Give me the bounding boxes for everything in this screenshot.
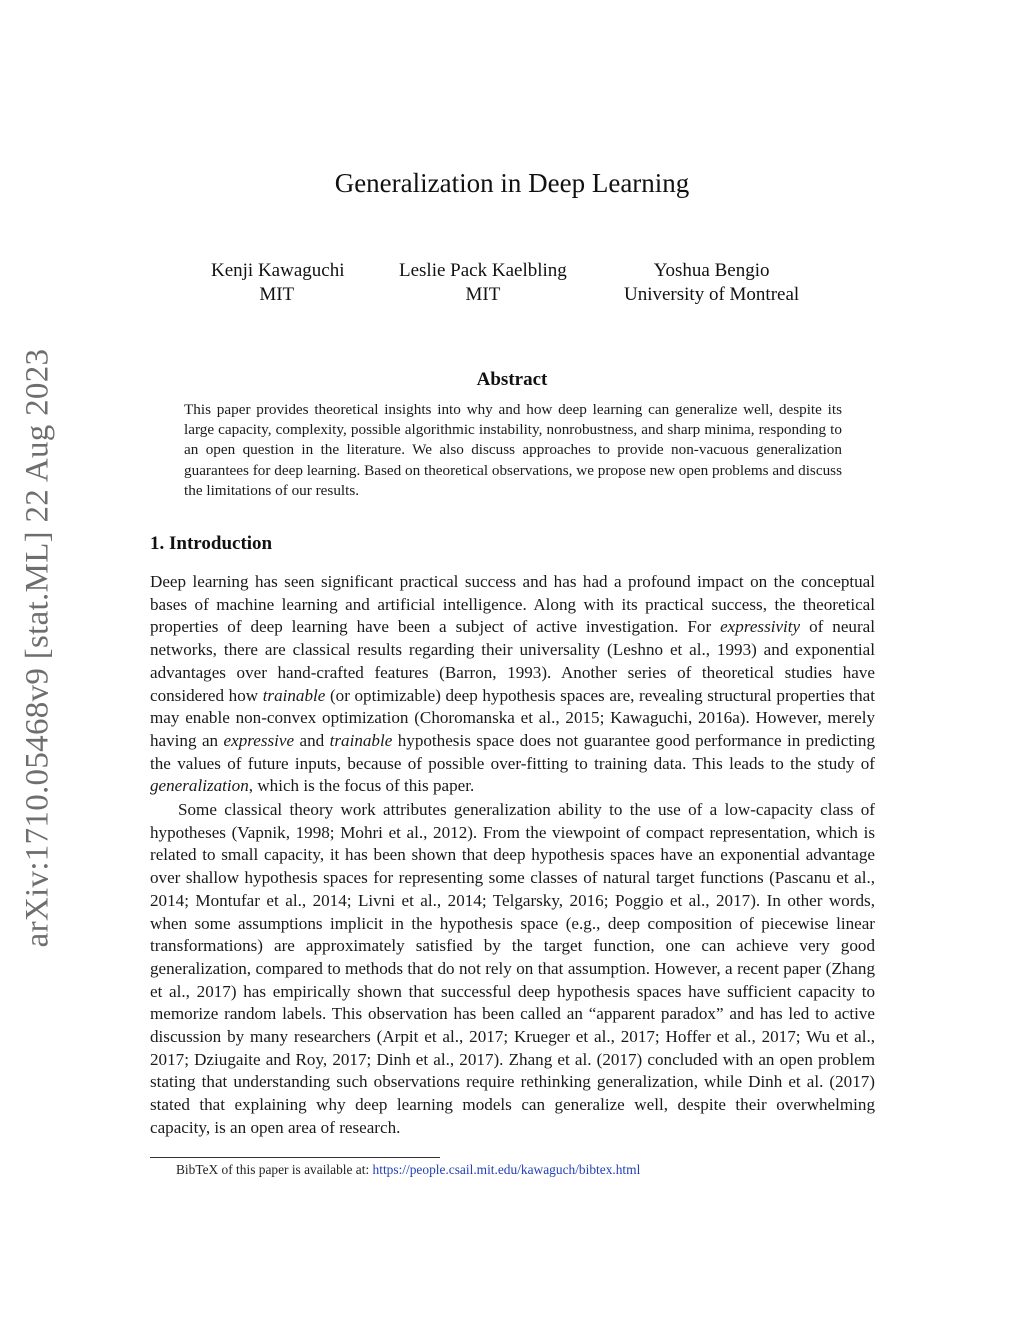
- author-affiliation: MIT: [465, 284, 501, 305]
- author-block-1: [211, 259, 344, 307]
- abstract-heading: Abstract: [476, 369, 548, 390]
- footnote-text: BibTeX of this paper is available at:: [176, 1162, 373, 1177]
- footnote: [176, 1162, 640, 1178]
- intro-paragraph-1: Deep learning has seen significant practical success and has had a profound impact on the conceptual bases of machine learning and artificial intelligence. Along with its practical success, the theoretical properties of deep learning have been a subject of active investigation. For expressivity of neural networks, there are classical results regarding their universality (Leshno et al., 1993) and exponential advantages over hand-crafted features (Barron, 1993). Another series of theoretical studies have considered how trainable (or optimizable) deep hypothesis spaces are, revealing structural properties that may enable non-convex optimization (Choromanska et al., 2015; Kawaguchi, 2016a). However, merely having an expressive and trainable hypothesis space does not guarantee good performance in predicting the values of future inputs, because of possible over-fitting to training data. This leads to the study of generalization, which is the focus of this paper.: [150, 572, 875, 796]
- arxiv-identifier-stamp: arXiv:1710.05468v9 [stat.ML] 22 Aug 2023: [19, 348, 56, 948]
- footnote-divider: [150, 1157, 440, 1158]
- emphasis-expressivity: expressivity: [720, 617, 801, 637]
- intro-paragraph-2: Some classical theory work attributes generalization ability to the use of a low-capacity class of hypotheses (Vapnik, 1998; Mohri et al., 2012). From the viewpoint of compact representation, which is related to small capacity, it has been shown that deep hypothesis spaces have an exponential advantage over shallow hypothesis spaces for representing some classes of natural target functions (Pascanu et al., 2014; Montufar et al., 2014; Livni et al., 2014; Telgarsky, 2016; Poggio et al., 2017). In other words, when some assumptions implicit in the hypothesis space (e.g., deep composition of piecewise linear transformations) are approximately satisfied by the target function, one can achieve very good generalization, compared to methods that do not rely on that assumption. However, a recent paper (Zhang et al., 2017) has empirically shown that successful deep hypothesis spaces have sufficient capacity to memorize random labels. This observation has been called an “apparent paradox” and has led to active discussion by many researchers (Arpit et al., 2017; Krueger et al., 2017; Hoffer et al., 2017; Wu et al., 2017; Dziugaite and Roy, 2017; Dinh et al., 2017). Zhang et al. (2017) concluded with an open problem stating that understanding such observations require rethinking generalization, while Dinh et al. (2017) stated that explaining why deep learning models can generalize well, despite their overwhelming capacity, is an open area of research.: [150, 800, 875, 1137]
- bibtex-link[interactable]: https://people.csail.mit.edu/kawaguch/bibtex.html: [372, 1162, 641, 1177]
- abstract-text: This paper provides theoretical insights into why and how deep learning can generalize well, despite its large capacity, complexity, possible algorithmic instability, nonrobustness, and sharp minima, responding to an open question in the literature. We also discuss approaches to provide non-vacuous generalization guarantees for deep learning. Based on theoretical observations, we propose new open problems and discuss the limitations of our results.: [184, 401, 842, 499]
- emphasis-generalization: generalization: [150, 776, 249, 796]
- author-affiliation: University of Montreal: [624, 284, 800, 305]
- author-block-3: [624, 259, 799, 307]
- author-name: Yoshua Bengio: [653, 260, 770, 281]
- emphasis-trainable: trainable: [262, 685, 326, 705]
- paper-title: Generalization in Deep Learning: [334, 168, 690, 198]
- author-affiliation: MIT: [259, 284, 295, 305]
- author-name: Kenji Kawaguchi: [211, 260, 345, 281]
- section-heading-introduction: 1. Introduction: [150, 533, 273, 554]
- author-block-2: [399, 259, 567, 307]
- emphasis-expressive: expressive: [223, 730, 295, 750]
- author-name: Leslie Pack Kaelbling: [399, 260, 567, 281]
- emphasis-trainable: trainable: [329, 730, 393, 750]
